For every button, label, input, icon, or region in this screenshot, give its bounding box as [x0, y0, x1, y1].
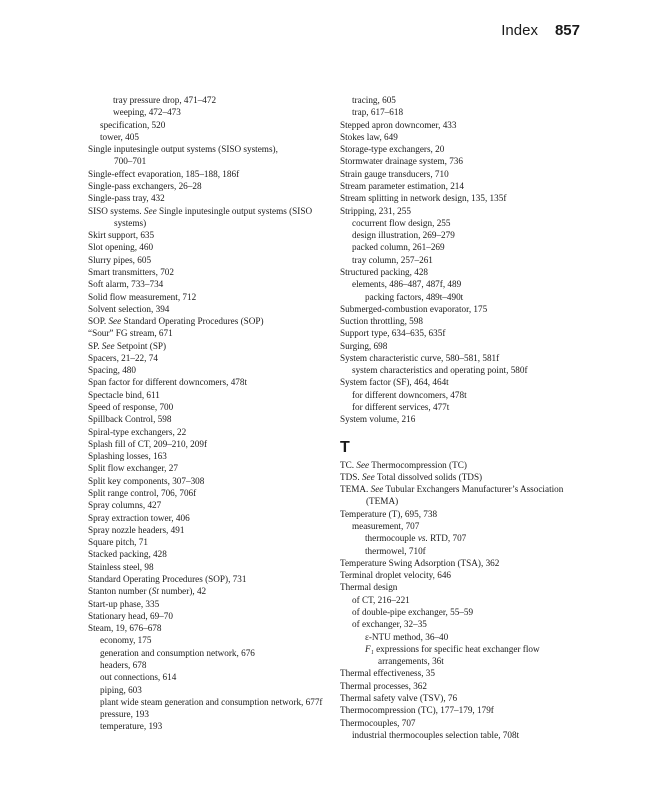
page-number: 857	[554, 22, 580, 39]
index-entry: packed column, 261–269	[352, 242, 445, 253]
index-entry: Surging, 698	[340, 340, 388, 351]
entry-target: Total dissolved solids (TDS)	[376, 471, 483, 482]
entry-target: Standard Operating Procedures (SOP)	[123, 316, 264, 327]
index-entry	[340, 459, 580, 471]
index-entry: Thermal processes, 362	[340, 680, 427, 691]
entry-target: Single inputesingle output systems (SISO	[158, 205, 313, 216]
index-entry: Splash fill of CT, 209–210, 209f	[88, 438, 208, 449]
index-entry: Suction throttling, 598	[340, 316, 423, 327]
index-entry: arrangements, 36t	[378, 656, 444, 667]
index-entry: Smart transmitters, 702	[88, 266, 174, 277]
index-entry: Speed of response, 700	[88, 402, 174, 413]
index-entry: Spillback Control, 598	[88, 414, 172, 425]
index-entry: Splashing losses, 163	[88, 451, 167, 462]
index-entry: thermowel, 710f	[365, 545, 426, 556]
index-entry: elements, 486–487, 487f, 489	[352, 279, 462, 290]
index-entry: Stormwater drainage system, 736	[340, 156, 463, 167]
entry-prefix: Stanton number (	[88, 586, 152, 597]
index-entry: “Sour” FG stream, 671	[88, 328, 173, 339]
see-reference: See	[101, 340, 115, 351]
index-entry: Split key components, 307–308	[88, 475, 205, 486]
entry-term: TDS.	[340, 471, 360, 482]
see-reference: See	[361, 471, 375, 482]
index-entry: Stepped apron downcomer, 433	[340, 119, 457, 130]
index-entry: System factor (SF), 464, 464t	[340, 377, 449, 388]
index-entry: Spray nozzle headers, 491	[88, 524, 185, 535]
index-entry: Start-up phase, 335	[88, 598, 160, 609]
index-entry: System volume, 216	[340, 414, 416, 425]
index-entry: tray pressure drop, 471–472	[113, 95, 217, 105]
entry-italic: St	[151, 586, 159, 597]
index-entry: economy, 175	[100, 635, 152, 646]
see-reference: See	[108, 316, 122, 327]
index-entry	[340, 483, 580, 495]
index-entry: industrial thermocouples selection table, 708t	[352, 729, 520, 740]
index-entry: Thermocouples, 707	[340, 717, 416, 728]
index-entry: for different services, 477t	[352, 402, 450, 413]
index-entry: Square pitch, 71	[88, 537, 148, 548]
entry-text: RTD, 707	[427, 533, 467, 544]
index-entry: Skirt support, 635	[88, 230, 155, 241]
index-entry: Soft alarm, 733–734	[88, 279, 164, 290]
entry-target: Setpoint (SP)	[116, 340, 167, 351]
index-entry: design illustration, 269–279	[352, 230, 455, 241]
index-entry: System characteristic curve, 580–581, 581f	[340, 352, 500, 363]
entry-target: Thermocompression (TC)	[371, 459, 467, 470]
index-entry: temperature, 193	[100, 721, 163, 732]
index-entry: Submerged-combustion evaporator, 175	[340, 303, 488, 314]
index-entry: Steam, 19, 676–678	[88, 623, 162, 634]
index-entry: out connections, 614	[100, 672, 177, 683]
index-entry: weeping, 472–473	[113, 107, 181, 118]
entry-italic: vs.	[417, 533, 428, 544]
index-entry: Solid flow measurement, 712	[88, 291, 197, 302]
entry-term: SISO systems.	[88, 205, 142, 216]
index-entry: Thermal effectiveness, 35	[340, 668, 435, 679]
index-entry: Span factor for different downcomers, 478t	[88, 377, 248, 388]
index-entry: Temperature Swing Adsorption (TSA), 362	[340, 557, 500, 568]
index-entry: Stripping, 231, 255	[340, 205, 411, 216]
entry-text: expressions for specific heat exchanger flow	[373, 643, 540, 654]
index-section-t	[340, 459, 580, 741]
index-entry	[88, 585, 320, 597]
index-entry: Strain gauge transducers, 710	[340, 168, 449, 179]
index-entry: Storage-type exchangers, 20	[340, 144, 445, 155]
see-reference: See	[370, 484, 384, 495]
index-entry: Thermal safety valve (TSV), 76	[340, 692, 458, 703]
index-column-right	[340, 94, 580, 741]
index-entry: Stream parameter estimation, 214	[340, 180, 464, 191]
index-entry	[88, 315, 320, 327]
index-entry: (TEMA)	[366, 496, 399, 507]
index-entry: Slurry pipes, 605	[88, 254, 152, 265]
index-entry: Temperature (T), 695, 738	[340, 508, 438, 519]
index-entry: Stainless steel, 98	[88, 561, 154, 572]
index-entry: pressure, 193	[100, 709, 149, 720]
index-entry: Single-pass exchangers, 26–28	[88, 180, 202, 191]
index-entry: of exchanger, 32–35	[352, 619, 427, 630]
index-entry: tower, 405	[100, 131, 139, 142]
entry-term: TC.	[340, 459, 355, 470]
index-entry: specification, 520	[100, 119, 166, 130]
index-entry: headers, 678	[100, 659, 147, 670]
index-entry	[88, 340, 320, 352]
index-entry: measurement, 707	[352, 521, 420, 531]
index-entry: Spectacle bind, 611	[88, 389, 160, 400]
index-column-left	[88, 94, 323, 733]
index-entry: tracing, 605	[352, 95, 396, 105]
index-entry: 700–701	[114, 156, 147, 167]
index-entry: trap, 617–618	[352, 107, 404, 118]
index-entry: Spacers, 21–22, 74	[88, 352, 158, 363]
index-entry	[88, 205, 320, 217]
index-entry: Terminal droplet velocity, 646	[340, 570, 452, 581]
index-entry: of double-pipe exchanger, 55–59	[352, 606, 474, 617]
index-entry: Spacing, 480	[88, 365, 136, 376]
index-entry: Solvent selection, 394	[88, 303, 170, 314]
index-entry: Single-pass tray, 432	[88, 193, 165, 204]
index-entry: for different downcomers, 478t	[352, 389, 467, 400]
index-entry: tray column, 257–261	[352, 254, 433, 265]
index-entry: Split range control, 706, 706f	[88, 488, 197, 498]
index-entry: Single-effect evaporation, 185–188, 186f	[88, 168, 240, 179]
index-entry: plant wide steam generation and consumption network, 677f	[100, 696, 323, 707]
index-entry: Stacked packing, 428	[88, 549, 167, 560]
index-entry	[340, 643, 580, 655]
see-reference: See	[143, 205, 157, 216]
index-entry: generation and consumption network, 676	[100, 647, 255, 658]
index-entry	[340, 471, 580, 483]
entry-target: Tubular Exchangers Manufacturer’s Association	[385, 484, 564, 495]
index-entry: systems)	[114, 217, 147, 228]
entry-italic: F₁	[365, 643, 374, 654]
index-entry: Slot opening, 460	[88, 242, 154, 253]
index-entry: Single inputesingle output systems (SISO systems),	[88, 144, 278, 155]
header-label: Index	[501, 22, 538, 39]
index-entry: Thermal design	[340, 582, 398, 593]
index-section-s-continued	[340, 94, 580, 426]
index-entry: Stokes law, 649	[340, 131, 398, 142]
running-header	[501, 22, 580, 39]
index-entry: Spray extraction tower, 406	[88, 512, 190, 523]
index-entry: Stream splitting in network design, 135, 135f	[340, 193, 507, 204]
index-entry: Standard Operating Procedures (SOP), 731	[88, 573, 247, 584]
index-entry: Support type, 634–635, 635f	[340, 328, 446, 339]
entry-term: SOP.	[88, 316, 107, 327]
index-entry: Spiral-type exchangers, 22	[88, 426, 187, 437]
see-reference: See	[356, 459, 370, 470]
index-entry	[340, 532, 580, 544]
entry-term: TEMA.	[340, 484, 369, 495]
index-entry: Split flow exchanger, 27	[88, 463, 178, 474]
index-entry: piping, 603	[100, 684, 142, 695]
index-entry: ε-NTU method, 36–40	[365, 631, 449, 642]
index-entry: Spray columns, 427	[88, 500, 162, 511]
index-entry: Stationary head, 69–70	[88, 610, 173, 621]
index-entry: Thermocompression (TC), 177–179, 179f	[340, 705, 494, 716]
entry-prefix: thermocouple	[365, 533, 418, 544]
index-entry: cocurrent flow design, 255	[352, 217, 451, 228]
index-entry: of CT, 216–221	[352, 594, 410, 605]
index-entry: packing factors, 489t–490t	[365, 291, 464, 302]
index-entry: system characteristics and operating point, 580f	[352, 365, 528, 376]
entry-text: number), 42	[158, 586, 207, 597]
index-entry: Structured packing, 428	[340, 266, 429, 277]
section-letter-t: T	[340, 438, 350, 456]
entry-term: SP.	[88, 340, 100, 351]
